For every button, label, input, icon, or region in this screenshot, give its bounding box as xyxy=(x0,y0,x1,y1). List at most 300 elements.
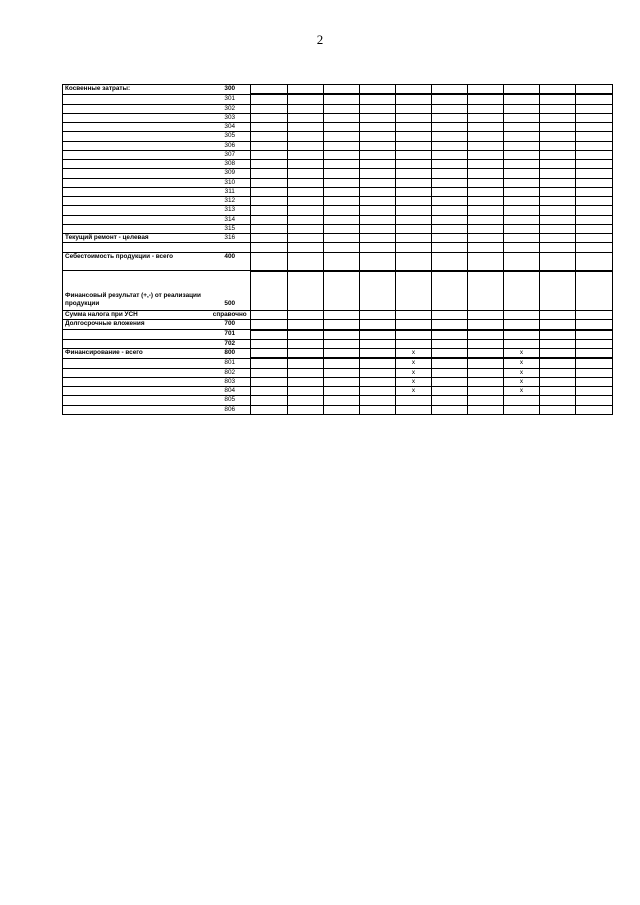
value-cell xyxy=(576,150,613,159)
row-label: Текущий ремонт - целевая xyxy=(63,234,210,243)
table-row xyxy=(63,85,613,95)
table-row xyxy=(63,349,613,359)
value-cell xyxy=(251,113,288,122)
value-cell xyxy=(396,224,432,233)
value-cell xyxy=(504,187,540,196)
x-mark-cell: x xyxy=(504,358,540,368)
value-cell xyxy=(468,252,504,271)
value-cell xyxy=(504,252,540,271)
value-cell xyxy=(396,339,432,348)
value-cell xyxy=(360,206,396,215)
value-cell xyxy=(540,169,576,178)
row-code: 306 xyxy=(210,141,251,150)
value-cell xyxy=(468,396,504,405)
value-cell xyxy=(540,234,576,243)
value-cell xyxy=(360,311,396,320)
value-cell xyxy=(540,271,576,311)
value-cell xyxy=(576,271,613,311)
value-cell xyxy=(576,85,613,95)
value-cell xyxy=(360,396,396,405)
value-cell xyxy=(576,178,613,187)
row-label: Косвенные затраты: xyxy=(63,85,210,95)
value-cell xyxy=(251,330,288,340)
table-row xyxy=(63,150,613,159)
value-cell xyxy=(288,113,324,122)
value-cell xyxy=(288,377,324,386)
value-cell xyxy=(432,94,468,104)
value-cell xyxy=(288,349,324,359)
value-cell xyxy=(504,178,540,187)
value-cell xyxy=(288,243,324,252)
value-cell xyxy=(288,178,324,187)
value-cell xyxy=(251,405,288,414)
value-cell xyxy=(468,197,504,206)
value-cell xyxy=(360,94,396,104)
value-cell xyxy=(432,405,468,414)
value-cell xyxy=(432,243,468,252)
value-cell xyxy=(324,234,360,243)
value-cell xyxy=(468,94,504,104)
value-cell xyxy=(360,85,396,95)
value-cell xyxy=(251,206,288,215)
x-mark-cell: x xyxy=(396,387,432,396)
value-cell xyxy=(432,187,468,196)
table-row xyxy=(63,169,613,178)
value-cell xyxy=(540,150,576,159)
row-label xyxy=(63,330,210,340)
value-cell xyxy=(540,358,576,368)
value-cell xyxy=(324,104,360,113)
value-cell xyxy=(251,311,288,320)
value-cell xyxy=(468,169,504,178)
value-cell xyxy=(288,234,324,243)
value-cell xyxy=(432,311,468,320)
row-code: 312 xyxy=(210,197,251,206)
value-cell xyxy=(251,252,288,271)
value-cell xyxy=(468,387,504,396)
table-row xyxy=(63,224,613,233)
value-cell xyxy=(288,206,324,215)
value-cell xyxy=(504,320,540,330)
row-code: 803 xyxy=(210,377,251,386)
value-cell xyxy=(360,150,396,159)
value-cell xyxy=(540,132,576,141)
value-cell xyxy=(576,396,613,405)
value-cell xyxy=(576,320,613,330)
value-cell xyxy=(288,339,324,348)
value-cell xyxy=(288,405,324,414)
value-cell xyxy=(288,94,324,104)
value-cell xyxy=(360,187,396,196)
row-label xyxy=(63,113,210,122)
value-cell xyxy=(251,243,288,252)
value-cell xyxy=(576,197,613,206)
value-cell xyxy=(540,339,576,348)
x-mark-cell: x xyxy=(396,349,432,359)
value-cell xyxy=(540,368,576,377)
row-code: 702 xyxy=(210,339,251,348)
row-label xyxy=(63,160,210,169)
value-cell xyxy=(360,113,396,122)
value-cell xyxy=(360,132,396,141)
value-cell xyxy=(288,252,324,271)
value-cell xyxy=(576,368,613,377)
value-cell xyxy=(288,368,324,377)
cost-report-table xyxy=(62,84,613,415)
value-cell xyxy=(504,94,540,104)
value-cell xyxy=(504,169,540,178)
value-cell xyxy=(396,94,432,104)
row-label xyxy=(63,396,210,405)
x-mark-cell: x xyxy=(504,387,540,396)
value-cell xyxy=(540,252,576,271)
value-cell xyxy=(504,206,540,215)
row-code: 315 xyxy=(210,224,251,233)
value-cell xyxy=(288,104,324,113)
row-code: 304 xyxy=(210,123,251,132)
value-cell xyxy=(504,243,540,252)
value-cell xyxy=(288,215,324,224)
value-cell xyxy=(504,234,540,243)
value-cell xyxy=(396,405,432,414)
row-code: 313 xyxy=(210,206,251,215)
row-label xyxy=(63,377,210,386)
value-cell xyxy=(432,224,468,233)
value-cell xyxy=(324,349,360,359)
value-cell xyxy=(432,197,468,206)
value-cell xyxy=(396,187,432,196)
value-cell xyxy=(576,243,613,252)
table-row xyxy=(63,377,613,386)
value-cell xyxy=(504,339,540,348)
row-label: Долгосрочные вложения xyxy=(63,320,210,330)
value-cell xyxy=(576,104,613,113)
value-cell xyxy=(324,215,360,224)
value-cell xyxy=(288,224,324,233)
table-row xyxy=(63,132,613,141)
table-row xyxy=(63,358,613,368)
value-cell xyxy=(324,368,360,377)
value-cell xyxy=(324,169,360,178)
value-cell xyxy=(251,396,288,405)
row-label xyxy=(63,368,210,377)
table-row xyxy=(63,160,613,169)
value-cell xyxy=(432,141,468,150)
value-cell xyxy=(360,358,396,368)
value-cell xyxy=(396,141,432,150)
row-code: 800 xyxy=(210,349,251,359)
value-cell xyxy=(360,141,396,150)
value-cell xyxy=(360,197,396,206)
value-cell xyxy=(324,150,360,159)
value-cell xyxy=(468,141,504,150)
value-cell xyxy=(504,150,540,159)
value-cell xyxy=(576,377,613,386)
table-row xyxy=(63,311,613,320)
row-label: Финансовый результат (+,-) от реализации продукции xyxy=(63,271,210,311)
value-cell xyxy=(251,160,288,169)
x-mark-cell: x xyxy=(504,349,540,359)
value-cell xyxy=(324,206,360,215)
value-cell xyxy=(504,113,540,122)
table-row xyxy=(63,405,613,414)
value-cell xyxy=(540,94,576,104)
row-code: 801 xyxy=(210,358,251,368)
value-cell xyxy=(432,339,468,348)
value-cell xyxy=(360,234,396,243)
value-cell xyxy=(288,85,324,95)
value-cell xyxy=(540,197,576,206)
value-cell xyxy=(324,330,360,340)
value-cell xyxy=(576,113,613,122)
row-label xyxy=(63,339,210,348)
value-cell xyxy=(251,141,288,150)
value-cell xyxy=(251,104,288,113)
value-cell xyxy=(432,377,468,386)
value-cell xyxy=(540,330,576,340)
value-cell xyxy=(251,150,288,159)
value-cell xyxy=(468,206,504,215)
table-row xyxy=(63,339,613,348)
value-cell xyxy=(432,349,468,359)
value-cell xyxy=(576,123,613,132)
row-code: 400 xyxy=(210,252,251,271)
value-cell xyxy=(396,85,432,95)
value-cell xyxy=(468,187,504,196)
value-cell xyxy=(432,368,468,377)
row-label xyxy=(63,94,210,104)
value-cell xyxy=(468,339,504,348)
table-row xyxy=(63,215,613,224)
value-cell xyxy=(540,405,576,414)
value-cell xyxy=(396,234,432,243)
row-code: 303 xyxy=(210,113,251,122)
value-cell xyxy=(504,396,540,405)
value-cell xyxy=(251,123,288,132)
page-number: 2 xyxy=(316,32,324,47)
value-cell xyxy=(432,234,468,243)
value-cell xyxy=(540,377,576,386)
row-label xyxy=(63,243,210,252)
table-row xyxy=(63,206,613,215)
row-label: Финансирование - всего xyxy=(63,349,210,359)
value-cell xyxy=(576,94,613,104)
value-cell xyxy=(540,123,576,132)
value-cell xyxy=(251,349,288,359)
value-cell xyxy=(468,330,504,340)
value-cell xyxy=(360,160,396,169)
value-cell xyxy=(576,311,613,320)
value-cell xyxy=(288,387,324,396)
value-cell xyxy=(504,311,540,320)
value-cell xyxy=(468,234,504,243)
value-cell xyxy=(288,160,324,169)
row-label xyxy=(63,224,210,233)
value-cell xyxy=(288,396,324,405)
x-mark-cell: x xyxy=(396,377,432,386)
value-cell xyxy=(540,320,576,330)
value-cell xyxy=(576,252,613,271)
value-cell xyxy=(576,405,613,414)
row-label xyxy=(63,104,210,113)
value-cell xyxy=(576,160,613,169)
value-cell xyxy=(432,271,468,311)
value-cell xyxy=(432,215,468,224)
table-row xyxy=(63,320,613,330)
value-cell xyxy=(360,224,396,233)
value-cell xyxy=(324,123,360,132)
value-cell xyxy=(324,94,360,104)
value-cell xyxy=(468,320,504,330)
table-row xyxy=(63,234,613,243)
value-cell xyxy=(468,405,504,414)
value-cell xyxy=(576,339,613,348)
value-cell xyxy=(396,206,432,215)
value-cell xyxy=(251,197,288,206)
value-cell xyxy=(576,132,613,141)
value-cell xyxy=(468,85,504,95)
value-cell xyxy=(288,187,324,196)
value-cell xyxy=(251,339,288,348)
value-cell xyxy=(432,150,468,159)
value-cell xyxy=(504,104,540,113)
row-code: 302 xyxy=(210,104,251,113)
row-label xyxy=(63,141,210,150)
value-cell xyxy=(251,234,288,243)
value-cell xyxy=(324,85,360,95)
value-cell xyxy=(288,311,324,320)
value-cell xyxy=(504,141,540,150)
row-label xyxy=(63,197,210,206)
value-cell xyxy=(504,160,540,169)
row-label xyxy=(63,358,210,368)
value-cell xyxy=(468,150,504,159)
value-cell xyxy=(576,141,613,150)
value-cell xyxy=(324,243,360,252)
row-label xyxy=(63,132,210,141)
value-cell xyxy=(432,169,468,178)
value-cell xyxy=(324,387,360,396)
value-cell xyxy=(396,132,432,141)
row-code: 309 xyxy=(210,169,251,178)
row-code: 301 xyxy=(210,94,251,104)
value-cell xyxy=(540,141,576,150)
row-label xyxy=(63,123,210,132)
value-cell xyxy=(504,271,540,311)
value-cell xyxy=(576,349,613,359)
x-mark-cell: x xyxy=(504,377,540,386)
row-code: 804 xyxy=(210,387,251,396)
row-label: Себестоимость продукции - всего xyxy=(63,252,210,271)
value-cell xyxy=(396,169,432,178)
value-cell xyxy=(576,387,613,396)
value-cell xyxy=(504,197,540,206)
row-code: 805 xyxy=(210,396,251,405)
table-row xyxy=(63,243,613,252)
value-cell xyxy=(396,396,432,405)
value-cell xyxy=(251,169,288,178)
row-code: 311 xyxy=(210,187,251,196)
row-code: 701 xyxy=(210,330,251,340)
value-cell xyxy=(504,330,540,340)
table-row xyxy=(63,368,613,377)
value-cell xyxy=(468,349,504,359)
value-cell xyxy=(360,123,396,132)
row-label xyxy=(63,150,210,159)
value-cell xyxy=(288,358,324,368)
value-cell xyxy=(324,252,360,271)
value-cell xyxy=(251,187,288,196)
value-cell xyxy=(540,349,576,359)
value-cell xyxy=(504,405,540,414)
value-cell xyxy=(360,405,396,414)
value-cell xyxy=(468,368,504,377)
value-cell xyxy=(468,311,504,320)
value-cell xyxy=(396,197,432,206)
value-cell xyxy=(251,94,288,104)
value-cell xyxy=(251,85,288,95)
table-row xyxy=(63,197,613,206)
value-cell xyxy=(468,215,504,224)
value-cell xyxy=(324,358,360,368)
value-cell xyxy=(468,271,504,311)
row-code: 316 xyxy=(210,234,251,243)
value-cell xyxy=(540,187,576,196)
x-mark-cell: x xyxy=(396,368,432,377)
value-cell xyxy=(360,330,396,340)
value-cell xyxy=(251,358,288,368)
value-cell xyxy=(360,178,396,187)
value-cell xyxy=(432,252,468,271)
value-cell xyxy=(324,396,360,405)
value-cell xyxy=(324,132,360,141)
value-cell xyxy=(540,243,576,252)
value-cell xyxy=(432,206,468,215)
value-cell xyxy=(324,160,360,169)
value-cell xyxy=(432,85,468,95)
value-cell xyxy=(396,320,432,330)
value-cell xyxy=(468,160,504,169)
value-cell xyxy=(396,252,432,271)
value-cell xyxy=(396,123,432,132)
value-cell xyxy=(360,169,396,178)
value-cell xyxy=(288,330,324,340)
value-cell xyxy=(288,169,324,178)
table-row xyxy=(63,141,613,150)
value-cell xyxy=(540,113,576,122)
row-label xyxy=(63,387,210,396)
value-cell xyxy=(432,330,468,340)
value-cell xyxy=(360,377,396,386)
value-cell xyxy=(324,178,360,187)
value-cell xyxy=(540,396,576,405)
value-cell xyxy=(540,206,576,215)
value-cell xyxy=(396,243,432,252)
row-code xyxy=(210,243,251,252)
value-cell xyxy=(396,271,432,311)
value-cell xyxy=(576,358,613,368)
value-cell xyxy=(576,234,613,243)
value-cell xyxy=(360,320,396,330)
value-cell xyxy=(360,104,396,113)
value-cell xyxy=(540,160,576,169)
value-cell xyxy=(540,178,576,187)
value-cell xyxy=(288,132,324,141)
row-label xyxy=(63,215,210,224)
row-code: 308 xyxy=(210,160,251,169)
value-cell xyxy=(432,160,468,169)
value-cell xyxy=(504,132,540,141)
